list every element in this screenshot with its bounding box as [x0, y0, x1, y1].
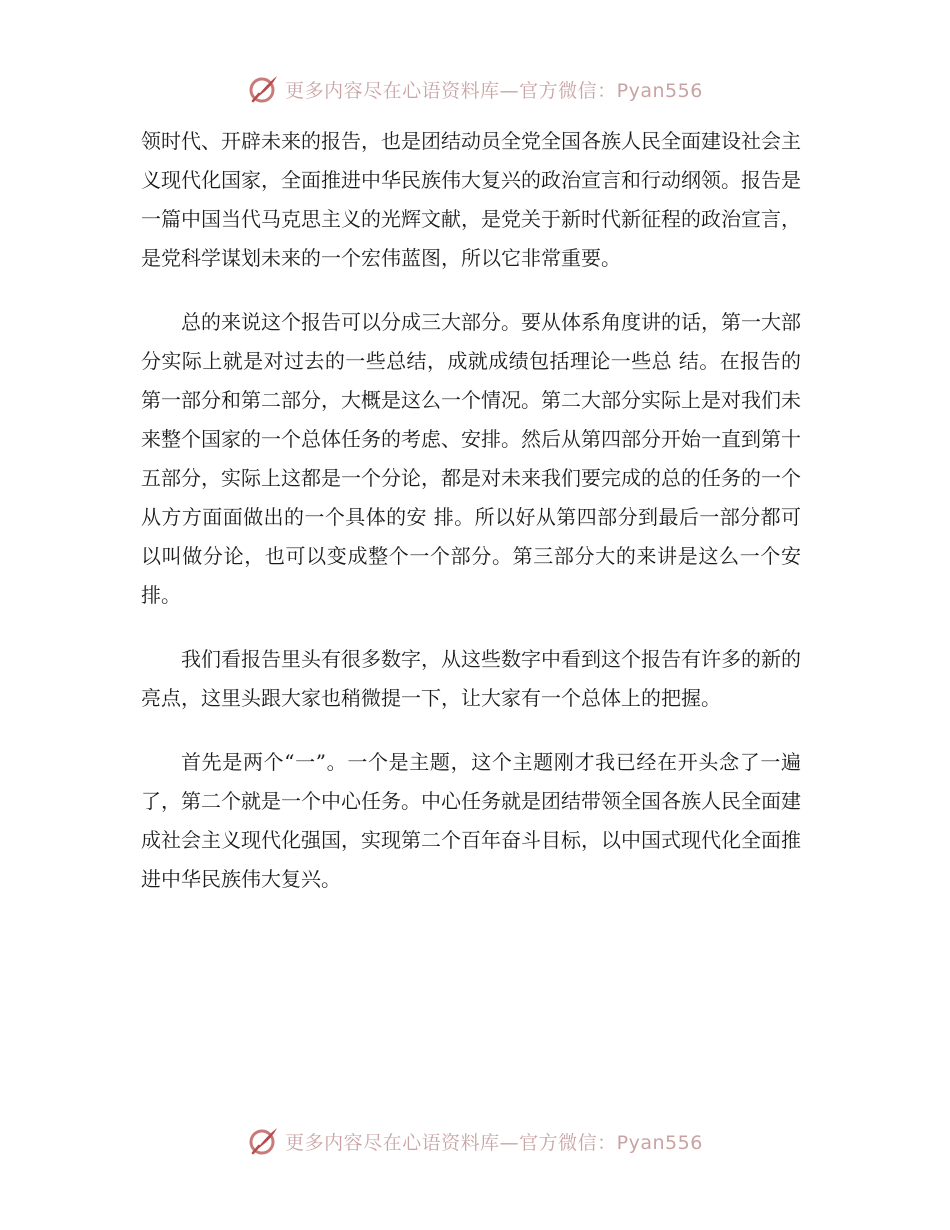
paragraph-2: 总的来说这个报告可以分成三大部分。要从体系角度讲的话，第一大部分实际上就是对过去的一些总结，成就成绩包括理论一些总 结。在报告的第一部分和第二部分，大概是这么一个情况。第二大部分实际上是对我们未来整个国家的一个总体任务的考虑、安排。然后从第四部分开始一直到第十五部分，实际上这都是一个分论，都是对未来我们要完成的总的任务的一个从方方面面做出的一个具体的安 排。所以好从第四部分到最后一部分都可以叫做分论，也可以变成整个一个部分。第三部分大的来讲是这么一个安排。	[141, 310, 801, 607]
watermark-text: 更多内容尽在心语资料库—官方微信：Pyan556	[285, 1131, 703, 1154]
paragraph-3: 我们看报告里头有很多数字，从这些数字中看到这个报告有许多的新的亮点，这里头跟大家也稍微提一下，让大家有一个总体上的把握。	[141, 647, 801, 710]
footer-watermark	[0, 1124, 950, 1158]
paragraph-1: 领时代、开辟未来的报告，也是团结动员全党全国各族人民全面建设社会主义现代化国家，全面推进中华民族伟大复兴的政治宣言和行动纲领。报告是一篇中国当代马克思主义的光辉文献，是党关于新时代新征程的政治宣言，是党科学谋划未来的一个宏伟蓝图，所以它非常重要。	[141, 129, 801, 270]
quill-logo-icon	[247, 1124, 281, 1158]
quill-logo-icon	[247, 72, 281, 106]
document-body	[141, 122, 801, 924]
paragraph-4: 首先是两个“一”。一个是主题，这个主题刚才我已经在开头念了一遍了，第二个就是一个中心任务。中心任务就是团结带领全国各族人民全面建成社会主义现代化强国，实现第二个百年奋斗目标，以中国式现代化全面推进中华民族伟大复兴。	[141, 750, 801, 891]
watermark-text: 更多内容尽在心语资料库—官方微信：Pyan556	[285, 79, 703, 102]
header-watermark	[0, 72, 950, 106]
